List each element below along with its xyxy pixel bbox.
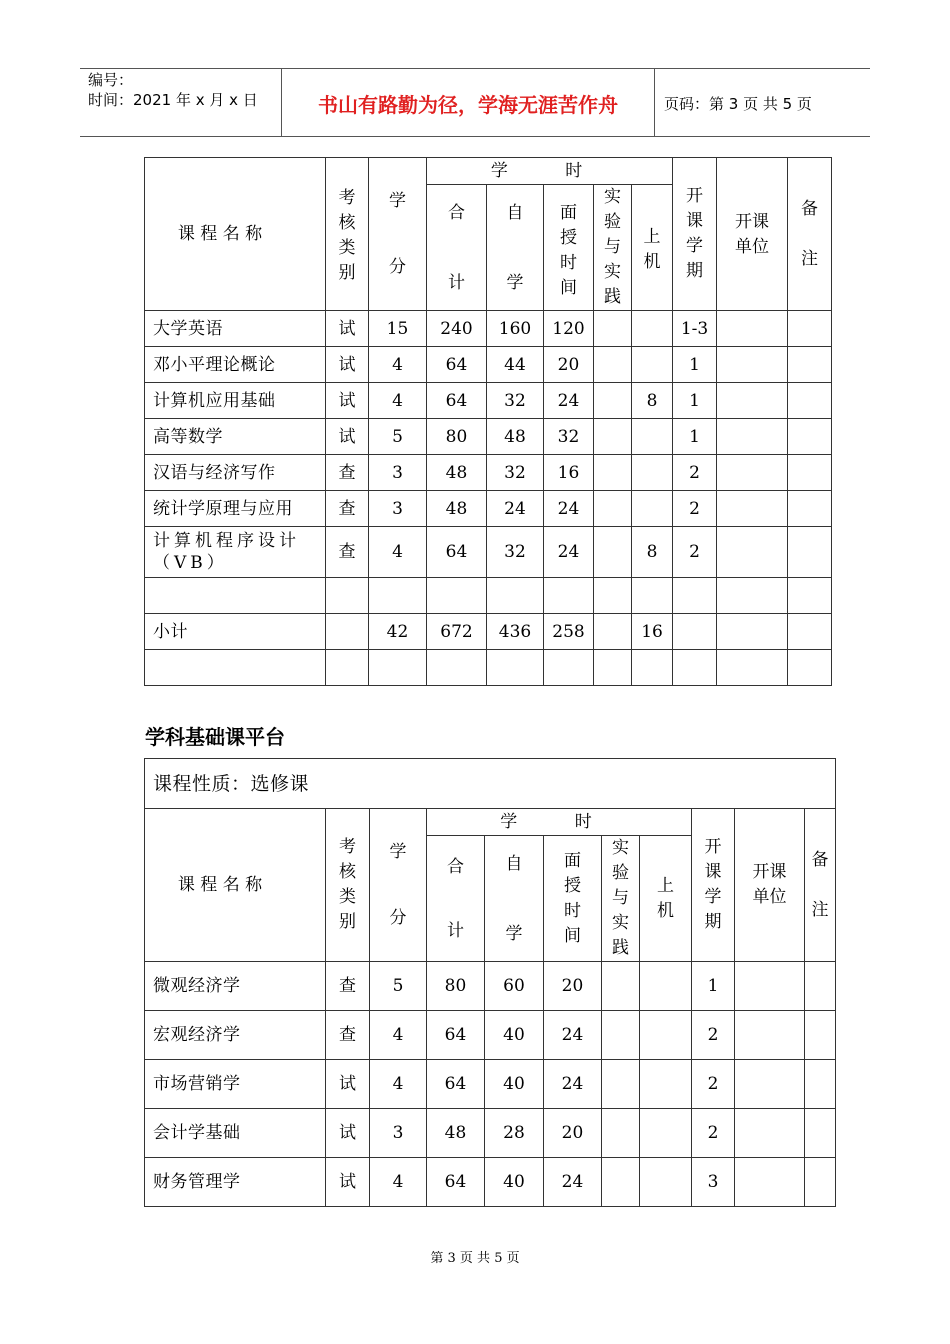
cell-face xyxy=(544,650,594,686)
cell-face: 16 xyxy=(544,455,594,491)
cell-practice xyxy=(594,614,632,650)
cell-name: 计算机应用基础 xyxy=(145,383,326,419)
cell-remark xyxy=(788,491,832,527)
cell-dept xyxy=(717,491,788,527)
header-dept-text: 开课单位 xyxy=(735,212,770,257)
cell-self xyxy=(487,650,544,686)
header-self-bottom: 学 xyxy=(506,272,524,293)
cell-term: 2 xyxy=(692,1060,735,1109)
cell-face: 24 xyxy=(544,1158,602,1207)
table-row xyxy=(145,419,832,455)
cell-exam: 试 xyxy=(326,1109,370,1158)
header-time-label: 时间：2021 年 x 月 x 日 xyxy=(88,91,258,109)
cell-self: 44 xyxy=(487,347,544,383)
cell-name: 小计 xyxy=(145,614,326,650)
cell-credit: 5 xyxy=(370,962,427,1011)
cell-dept xyxy=(717,311,788,347)
cell-credit xyxy=(369,650,427,686)
cell-exam: 查 xyxy=(326,1011,370,1060)
cell-term: 2 xyxy=(692,1011,735,1060)
cell-practice xyxy=(602,1060,640,1109)
header-remark-bottom: 注 xyxy=(811,900,829,920)
cell-exam: 试 xyxy=(326,1060,370,1109)
cell-self: 28 xyxy=(485,1109,544,1158)
cell-dept xyxy=(717,383,788,419)
cell-face: 20 xyxy=(544,347,594,383)
header-practice-text: 实验与实践 xyxy=(611,838,629,958)
cell-dept xyxy=(717,614,788,650)
cell-total: 64 xyxy=(427,1060,485,1109)
cell-exam xyxy=(326,614,369,650)
cell-face: 120 xyxy=(544,311,594,347)
cell-face: 24 xyxy=(544,527,594,578)
cell-credit: 3 xyxy=(369,491,427,527)
cell-computer xyxy=(632,650,673,686)
cell-remark xyxy=(788,455,832,491)
table-header-row xyxy=(145,158,832,185)
cell-name xyxy=(145,650,326,686)
header-credit-bottom: 分 xyxy=(389,257,406,277)
header-page-label: 页码：第 3 页 共 5 页 xyxy=(664,95,812,113)
table-row xyxy=(145,614,832,650)
header-total-top: 合 xyxy=(447,856,464,877)
cell-computer xyxy=(640,1060,692,1109)
table-row xyxy=(145,1060,836,1109)
course-table-basic xyxy=(144,758,836,1207)
cell-name: 微观经济学 xyxy=(145,962,326,1011)
cell-dept xyxy=(717,578,788,614)
header-total-top: 合 xyxy=(448,202,465,223)
header-number-label: 编号： xyxy=(88,71,134,89)
cell-term: 1 xyxy=(673,347,717,383)
header-remark xyxy=(805,809,836,962)
cell-remark xyxy=(805,1109,836,1158)
cell-self: 48 xyxy=(487,419,544,455)
cell-remark xyxy=(805,1060,836,1109)
header-computer xyxy=(632,185,673,311)
cell-total: 48 xyxy=(427,491,487,527)
cell-practice xyxy=(602,1011,640,1060)
cell-name: 宏观经济学 xyxy=(145,1011,326,1060)
header-credit-bottom: 分 xyxy=(389,908,407,928)
header-exam-type-text: 考核类别 xyxy=(338,188,356,283)
cell-total: 64 xyxy=(427,1158,485,1207)
cell-practice xyxy=(594,650,632,686)
course-nature-row xyxy=(145,759,836,809)
table-row xyxy=(145,1011,836,1060)
header-face-text: 面授时间 xyxy=(559,203,577,298)
header-top-rule xyxy=(80,68,870,69)
header-total-bottom: 计 xyxy=(448,272,465,293)
table-header-row xyxy=(145,809,836,836)
table-row xyxy=(145,311,832,347)
cell-face: 258 xyxy=(544,614,594,650)
header-practice xyxy=(594,185,632,311)
course-nature: 课程性质：选修课 xyxy=(145,759,836,809)
cell-credit: 4 xyxy=(370,1060,427,1109)
cell-term xyxy=(673,650,717,686)
cell-dept xyxy=(717,650,788,686)
header-computer xyxy=(640,836,692,962)
cell-computer xyxy=(632,347,673,383)
cell-self: 40 xyxy=(485,1060,544,1109)
header-credit-top: 学 xyxy=(389,842,407,862)
header-face xyxy=(544,836,602,962)
header-practice xyxy=(602,836,640,962)
cell-self: 160 xyxy=(487,311,544,347)
cell-exam: 查 xyxy=(326,491,369,527)
header-computer-text: 上机 xyxy=(643,227,661,272)
cell-term: 2 xyxy=(673,455,717,491)
cell-computer xyxy=(632,578,673,614)
cell-credit: 4 xyxy=(370,1011,427,1060)
header-divider-right xyxy=(654,68,655,136)
cell-total: 64 xyxy=(427,383,487,419)
cell-credit: 42 xyxy=(369,614,427,650)
header-self xyxy=(485,836,544,962)
header-term xyxy=(673,158,717,311)
cell-term: 3 xyxy=(692,1158,735,1207)
header-credit xyxy=(370,809,427,962)
cell-term: 2 xyxy=(673,491,717,527)
section-title: 学科基础课平台 xyxy=(145,725,285,749)
header-course-name: 课 程 名 称 xyxy=(145,158,326,311)
header-exam-type xyxy=(326,809,370,962)
cell-computer: 8 xyxy=(632,527,673,578)
cell-computer xyxy=(640,1109,692,1158)
cell-total xyxy=(427,578,487,614)
cell-total: 64 xyxy=(427,1011,485,1060)
cell-practice xyxy=(594,578,632,614)
cell-self: 24 xyxy=(487,491,544,527)
cell-computer xyxy=(632,455,673,491)
cell-dept xyxy=(717,455,788,491)
cell-face xyxy=(544,578,594,614)
cell-total: 64 xyxy=(427,527,487,578)
table-row xyxy=(145,347,832,383)
cell-total: 64 xyxy=(427,347,487,383)
table-row xyxy=(145,383,832,419)
cell-total xyxy=(427,650,487,686)
cell-total: 80 xyxy=(427,419,487,455)
cell-exam: 查 xyxy=(326,962,370,1011)
cell-name: 大学英语 xyxy=(145,311,326,347)
cell-practice xyxy=(594,419,632,455)
cell-practice xyxy=(594,311,632,347)
cell-exam xyxy=(326,650,369,686)
header-credit xyxy=(369,158,427,311)
cell-self: 436 xyxy=(487,614,544,650)
cell-remark xyxy=(805,1011,836,1060)
cell-total: 48 xyxy=(427,455,487,491)
cell-name: 邓小平理论概论 xyxy=(145,347,326,383)
cell-term: 1-3 xyxy=(673,311,717,347)
table-row xyxy=(145,962,836,1011)
cell-name: 财务管理学 xyxy=(145,1158,326,1207)
header-dept xyxy=(735,809,805,962)
page-footer: 第 3 页 共 5 页 xyxy=(430,1251,520,1266)
table-row xyxy=(145,1158,836,1207)
cell-remark xyxy=(788,527,832,578)
header-total xyxy=(427,836,485,962)
cell-remark xyxy=(788,578,832,614)
header-bottom-rule xyxy=(80,136,870,137)
cell-term: 1 xyxy=(673,419,717,455)
cell-remark xyxy=(788,311,832,347)
cell-name: 统计学原理与应用 xyxy=(145,491,326,527)
cell-computer xyxy=(640,1011,692,1060)
table-row xyxy=(145,578,832,614)
cell-self: 40 xyxy=(485,1011,544,1060)
cell-credit: 5 xyxy=(369,419,427,455)
header-practice-text: 实验与实践 xyxy=(603,187,621,307)
cell-self: 40 xyxy=(485,1158,544,1207)
header-term-text: 开课学期 xyxy=(704,837,722,932)
header-total xyxy=(427,185,487,311)
cell-practice xyxy=(602,1109,640,1158)
cell-exam: 试 xyxy=(326,419,369,455)
cell-name xyxy=(145,578,326,614)
cell-face: 24 xyxy=(544,383,594,419)
header-course-name: 课 程 名 称 xyxy=(145,809,326,962)
cell-credit: 4 xyxy=(369,383,427,419)
cell-term: 1 xyxy=(673,383,717,419)
cell-remark xyxy=(788,383,832,419)
cell-face: 24 xyxy=(544,1011,602,1060)
cell-total: 48 xyxy=(427,1109,485,1158)
cell-self: 32 xyxy=(487,383,544,419)
cell-remark xyxy=(805,1158,836,1207)
header-exam-type-text: 考核类别 xyxy=(338,837,356,932)
cell-credit xyxy=(369,578,427,614)
header-term-text: 开课学期 xyxy=(686,186,704,281)
header-term xyxy=(692,809,735,962)
cell-credit: 4 xyxy=(370,1158,427,1207)
header-self-top: 自 xyxy=(506,202,524,223)
cell-computer: 16 xyxy=(632,614,673,650)
cell-dept xyxy=(735,1060,805,1109)
cell-face: 24 xyxy=(544,1060,602,1109)
table-row xyxy=(145,1109,836,1158)
header-hours: 学 时 xyxy=(427,809,692,836)
header-remark-top: 备 xyxy=(801,199,819,219)
table-row xyxy=(145,455,832,491)
cell-exam: 试 xyxy=(326,311,369,347)
cell-name: 高等数学 xyxy=(145,419,326,455)
cell-self: 60 xyxy=(485,962,544,1011)
header-self xyxy=(487,185,544,311)
cell-name: 市场营销学 xyxy=(145,1060,326,1109)
cell-self xyxy=(487,578,544,614)
cell-exam: 查 xyxy=(326,527,369,578)
cell-self: 32 xyxy=(487,455,544,491)
cell-remark xyxy=(788,347,832,383)
cell-total: 672 xyxy=(427,614,487,650)
cell-dept xyxy=(735,1158,805,1207)
cell-exam: 试 xyxy=(326,383,369,419)
cell-computer xyxy=(632,491,673,527)
cell-exam: 查 xyxy=(326,455,369,491)
cell-total: 240 xyxy=(427,311,487,347)
cell-term xyxy=(673,614,717,650)
table-row xyxy=(145,650,832,686)
cell-dept xyxy=(735,1011,805,1060)
cell-exam: 试 xyxy=(326,1158,370,1207)
header-remark xyxy=(788,158,832,311)
cell-term: 2 xyxy=(673,527,717,578)
cell-name: 会计学基础 xyxy=(145,1109,326,1158)
header-dept-text: 开课单位 xyxy=(752,862,787,907)
cell-computer xyxy=(632,419,673,455)
cell-remark xyxy=(805,962,836,1011)
cell-practice xyxy=(594,491,632,527)
header-credit-top: 学 xyxy=(389,191,406,211)
cell-self: 32 xyxy=(487,527,544,578)
header-exam-type xyxy=(326,158,369,311)
cell-remark xyxy=(788,419,832,455)
cell-dept xyxy=(717,347,788,383)
header-computer-text: 上机 xyxy=(656,875,674,921)
table-row xyxy=(145,491,832,527)
header-total-bottom: 计 xyxy=(447,920,464,941)
cell-computer xyxy=(640,1158,692,1207)
cell-computer: 8 xyxy=(632,383,673,419)
cell-name: 计算机程序设计（VB） xyxy=(145,527,326,578)
cell-term: 1 xyxy=(692,962,735,1011)
cell-face: 32 xyxy=(544,419,594,455)
header-motto: 书山有路勤为径，学海无涯苦作舟 xyxy=(318,93,618,117)
cell-exam xyxy=(326,578,369,614)
cell-dept xyxy=(735,962,805,1011)
cell-total: 80 xyxy=(427,962,485,1011)
header-hours: 学 时 xyxy=(427,158,673,185)
cell-face: 24 xyxy=(544,491,594,527)
cell-remark xyxy=(788,650,832,686)
cell-dept xyxy=(717,419,788,455)
cell-practice xyxy=(594,455,632,491)
cell-name: 汉语与经济写作 xyxy=(145,455,326,491)
header-remark-top: 备 xyxy=(811,850,829,870)
cell-credit: 15 xyxy=(369,311,427,347)
cell-practice xyxy=(594,383,632,419)
cell-credit: 4 xyxy=(369,527,427,578)
cell-exam: 试 xyxy=(326,347,369,383)
cell-term: 2 xyxy=(692,1109,735,1158)
header-face xyxy=(544,185,594,311)
cell-practice xyxy=(602,1158,640,1207)
cell-credit: 3 xyxy=(370,1109,427,1158)
header-self-bottom: 学 xyxy=(505,923,523,944)
header-dept xyxy=(717,158,788,311)
cell-credit: 3 xyxy=(369,455,427,491)
cell-remark xyxy=(788,614,832,650)
cell-dept xyxy=(735,1109,805,1158)
header-face-text: 面授时间 xyxy=(563,850,581,946)
table-row xyxy=(145,527,832,578)
cell-computer xyxy=(640,962,692,1011)
cell-face: 20 xyxy=(544,962,602,1011)
cell-practice xyxy=(602,962,640,1011)
cell-term xyxy=(673,578,717,614)
course-table-general xyxy=(144,157,832,686)
cell-face: 20 xyxy=(544,1109,602,1158)
cell-practice xyxy=(594,347,632,383)
cell-practice xyxy=(594,527,632,578)
header-self-top: 自 xyxy=(505,853,523,874)
cell-dept xyxy=(717,527,788,578)
header-remark-bottom: 注 xyxy=(801,249,819,269)
cell-credit: 4 xyxy=(369,347,427,383)
cell-computer xyxy=(632,311,673,347)
